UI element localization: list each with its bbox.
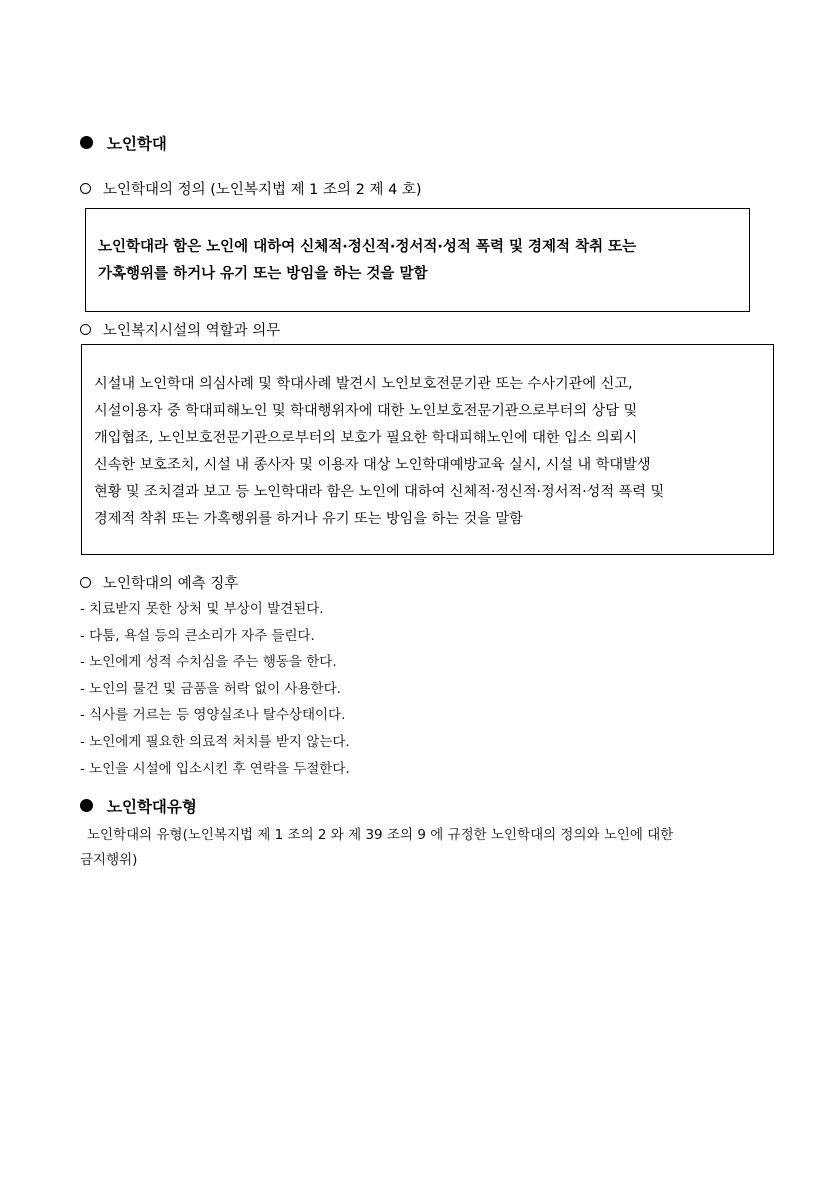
- subheading-text: 노인복지시설의 역할과 의무: [103, 323, 281, 339]
- signs-list: [80, 596, 350, 782]
- open-circle-bullet-icon: [80, 183, 91, 194]
- definition-line-2: 가혹행위를 하거나 유기 또는 방임을 하는 것을 말함: [98, 266, 428, 282]
- definition-line-1: 노인학대라 함은 노인에 대하여 신체적·정신적·정서적·성적 폭력 및 경제적 착취 또는: [98, 239, 637, 255]
- subheading-text: 노인학대의 정의 (노인복지법 제 1 조의 2 제 4 호): [103, 182, 422, 198]
- list-item: - 다툼, 욕설 등의 큰소리가 자주 들린다.: [80, 627, 315, 644]
- section-title: 노인학대유형: [107, 798, 197, 816]
- abuse-types-paragraph-line-2: 금지행위): [80, 852, 138, 868]
- abuse-types-paragraph-line-1: 노인학대의 유형(노인복지법 제 1 조의 2 와 제 39 조의 9 에 규정한 노인학대의 정의와 노인에 대한: [87, 827, 674, 843]
- section-heading-elder-abuse: [80, 132, 167, 154]
- subheading-definition: [80, 178, 422, 199]
- filled-circle-bullet-icon: [80, 136, 93, 149]
- list-item: - 노인에게 필요한 의료적 처치를 받지 않는다.: [80, 733, 350, 750]
- definition-box: [85, 208, 750, 312]
- open-circle-bullet-icon: [80, 324, 91, 335]
- subheading-signs: [80, 572, 238, 593]
- list-item: - 노인에게 성적 수치심을 주는 행동을 한다.: [80, 654, 337, 671]
- list-item: - 식사를 거르는 등 영양실조나 탈수상태이다.: [80, 707, 346, 724]
- section-heading-abuse-types: [80, 795, 197, 817]
- list-item: - 노인을 시설에 입소시킨 후 연락을 두절한다.: [80, 760, 350, 777]
- roles-line-4: 신속한 보호조치, 시설 내 종사자 및 이용자 대상 노인학대예방교육 실시, 시설 내 학대발생: [94, 457, 651, 473]
- roles-line-6: 경제적 착취 또는 가혹행위를 하거나 유기 또는 방임을 하는 것을 말함: [94, 511, 523, 527]
- roles-line-5: 현황 및 조치결과 보고 등 노인학대라 함은 노인에 대하여 신체적·정신적·정서적·성적 폭력 및: [94, 484, 665, 500]
- roles-box: [81, 344, 774, 555]
- roles-line-1: 시설내 노인학대 의심사례 및 학대사례 발견시 노인보호전문기관 또는 수사기관에 신고,: [94, 376, 633, 392]
- subheading-text: 노인학대의 예측 징후: [103, 576, 239, 592]
- subheading-roles: [80, 319, 280, 340]
- roles-line-3: 개입협조, 노인보호전문기관으로부터의 보호가 필요한 학대피해노인에 대한 입소 의뢰시: [94, 430, 638, 446]
- filled-circle-bullet-icon: [80, 799, 93, 812]
- list-item: - 노인의 물건 및 금품을 허락 없이 사용한다.: [80, 680, 341, 697]
- open-circle-bullet-icon: [80, 577, 91, 588]
- section-title: 노인학대: [107, 135, 167, 153]
- list-item: - 치료받지 못한 상처 및 부상이 발견된다.: [80, 601, 324, 617]
- roles-line-2: 시설이용자 중 학대피해노인 및 학대행위자에 대한 노인보호전문기관으로부터의 상담 및: [94, 403, 638, 419]
